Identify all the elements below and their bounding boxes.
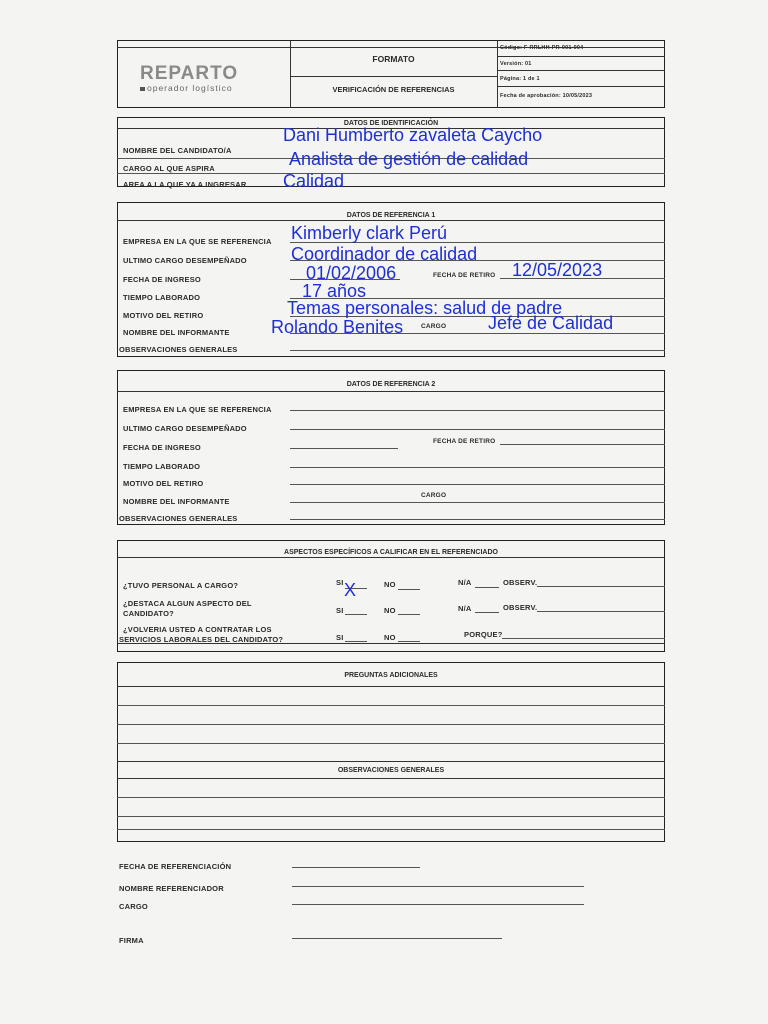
q2-na: N/A <box>458 604 472 613</box>
ref1-reason-value[interactable]: Temas personales: salud de padre <box>287 298 563 318</box>
ref1-start-label: FECHA DE INGRESO <box>123 275 201 284</box>
logo-bullet-icon <box>140 87 145 91</box>
q2-no: NO <box>384 606 396 615</box>
candidate-label: NOMBRE DEL CANDIDATO/A <box>123 146 232 155</box>
ref1-cargo-value[interactable]: Jefe de Calidad <box>488 313 614 333</box>
ref1-tenure-label: TIEMPO LABORADO <box>123 293 201 302</box>
ref2-position-label: ULTIMO CARGO DESEMPEÑADO <box>123 424 247 433</box>
logo-name: REPARTO <box>140 63 239 84</box>
ref1-informant-label: NOMBRE DEL INFORMANTE <box>123 328 230 337</box>
footer-referrer-line[interactable] <box>292 886 584 887</box>
footer-referrer-label: NOMBRE REFERENCIADOR <box>119 884 224 893</box>
ref2-cargo-label: CARGO <box>421 492 447 499</box>
format-label: FORMATO <box>372 54 415 64</box>
reference2-title: DATOS DE REFERENCIA 2 <box>346 381 436 388</box>
q3-text-line2: SERVICIOS LABORALES DEL CANDIDATO? <box>119 635 284 644</box>
header-mid-line <box>290 76 497 77</box>
q2-si: SI <box>336 606 344 615</box>
doc-page: Página: 1 de 1 <box>500 76 540 82</box>
candidate-name-value[interactable]: Dani Humberto zavaleta Caycho <box>283 125 543 145</box>
ref2-tenure-label: TIEMPO LABORADO <box>123 462 201 471</box>
additional-title: PREGUNTAS ADICIONALES <box>344 672 438 679</box>
position-label: CARGO AL QUE ASPIRA <box>123 164 215 173</box>
q3-no: NO <box>384 633 396 642</box>
footer-date-label: FECHA DE REFERENCIACIÓN <box>119 862 232 871</box>
identification-title: DATOS DE IDENTIFICACIÓN <box>343 120 439 127</box>
footer-date-line[interactable] <box>292 867 420 868</box>
q3-porque: PORQUE? <box>464 630 503 639</box>
position-value[interactable]: Analista de gestión de calidad <box>289 149 529 169</box>
aspects-title: ASPECTOS ESPECÍFICOS A CALIFICAR EN EL REFERENCIADO <box>284 549 498 556</box>
ref1-informant-value[interactable]: Rolando Benites <box>271 317 404 337</box>
header-divider-1 <box>290 40 291 108</box>
q1-na: N/A <box>458 578 472 587</box>
ref1-start-value[interactable]: 01/02/2006 <box>306 263 397 283</box>
ref2-informant-label: NOMBRE DEL INFORMANTE <box>123 497 230 506</box>
logo-tagline: operador logístico <box>147 83 233 93</box>
ref1-tenure-value[interactable]: 17 años <box>302 281 367 301</box>
ref1-cargo-label: CARGO <box>421 323 447 330</box>
q3-si: SI <box>336 633 344 642</box>
footer-signature-label: FIRMA <box>119 936 144 945</box>
q1-si-mark[interactable]: X <box>344 580 357 600</box>
ref1-reason-label: MOTIVO DEL RETIRO <box>123 311 204 320</box>
q2-text-line1: ¿DESTACA ALGUN ASPECTO DEL <box>123 599 252 608</box>
company-logo <box>140 64 238 93</box>
doc-version: Versión: 01 <box>500 61 532 67</box>
q1-si: SI <box>336 578 344 587</box>
q3-text-line1: ¿VOLVERIA USTED A CONTRATAR LOS <box>123 625 272 634</box>
ref1-company-value[interactable]: Kimberly clark Perú <box>291 223 448 243</box>
doc-approval-date: Fecha de aprobación: 10/05/2023 <box>500 93 593 99</box>
q1-observ: OBSERV. <box>503 578 538 587</box>
ref2-end-label: FECHA DE RETIRO <box>433 438 496 445</box>
ref2-reason-label: MOTIVO DEL RETIRO <box>123 479 204 488</box>
ref1-observations-label: OBSERVACIONES GENERALES <box>119 345 238 354</box>
ref1-end-label: FECHA DE RETIRO <box>433 272 496 279</box>
ref1-company-label: EMPRESA EN LA QUE SE REFERENCIA <box>123 237 272 246</box>
ref1-end-value[interactable]: 12/05/2023 <box>512 260 603 280</box>
doc-code: Código: F-RRLHH-PR-001-004 <box>500 45 584 51</box>
area-value[interactable]: Calidad <box>283 171 345 191</box>
ref2-start-label: FECHA DE INGRESO <box>123 443 201 452</box>
ref2-observations-label: OBSERVACIONES GENERALES <box>119 514 238 523</box>
header-divider-2 <box>497 40 498 108</box>
additional-box <box>117 662 665 842</box>
q1-text: ¿TUVO PERSONAL A CARGO? <box>123 581 239 590</box>
ref1-position-label: ULTIMO CARGO DESEMPEÑADO <box>123 256 247 265</box>
document-title: VERIFICACIÓN DE REFERENCIAS <box>332 85 455 94</box>
q2-text-line2: CANDIDATO? <box>123 609 174 618</box>
area-label: AREA A LA QUE YA A INGRESAR <box>123 180 247 189</box>
q2-observ: OBSERV. <box>503 603 538 612</box>
footer-cargo-line[interactable] <box>292 904 584 905</box>
q1-no: NO <box>384 580 396 589</box>
footer-signature-line[interactable] <box>292 938 502 939</box>
additional-observations-title: OBSERVACIONES GENERALES <box>337 767 445 774</box>
ref2-company-label: EMPRESA EN LA QUE SE REFERENCIA <box>123 405 272 414</box>
footer-cargo-label: CARGO <box>119 902 148 911</box>
reference1-title: DATOS DE REFERENCIA 1 <box>346 212 436 219</box>
ref1-position-value[interactable]: Coordinador de calidad <box>291 244 478 264</box>
